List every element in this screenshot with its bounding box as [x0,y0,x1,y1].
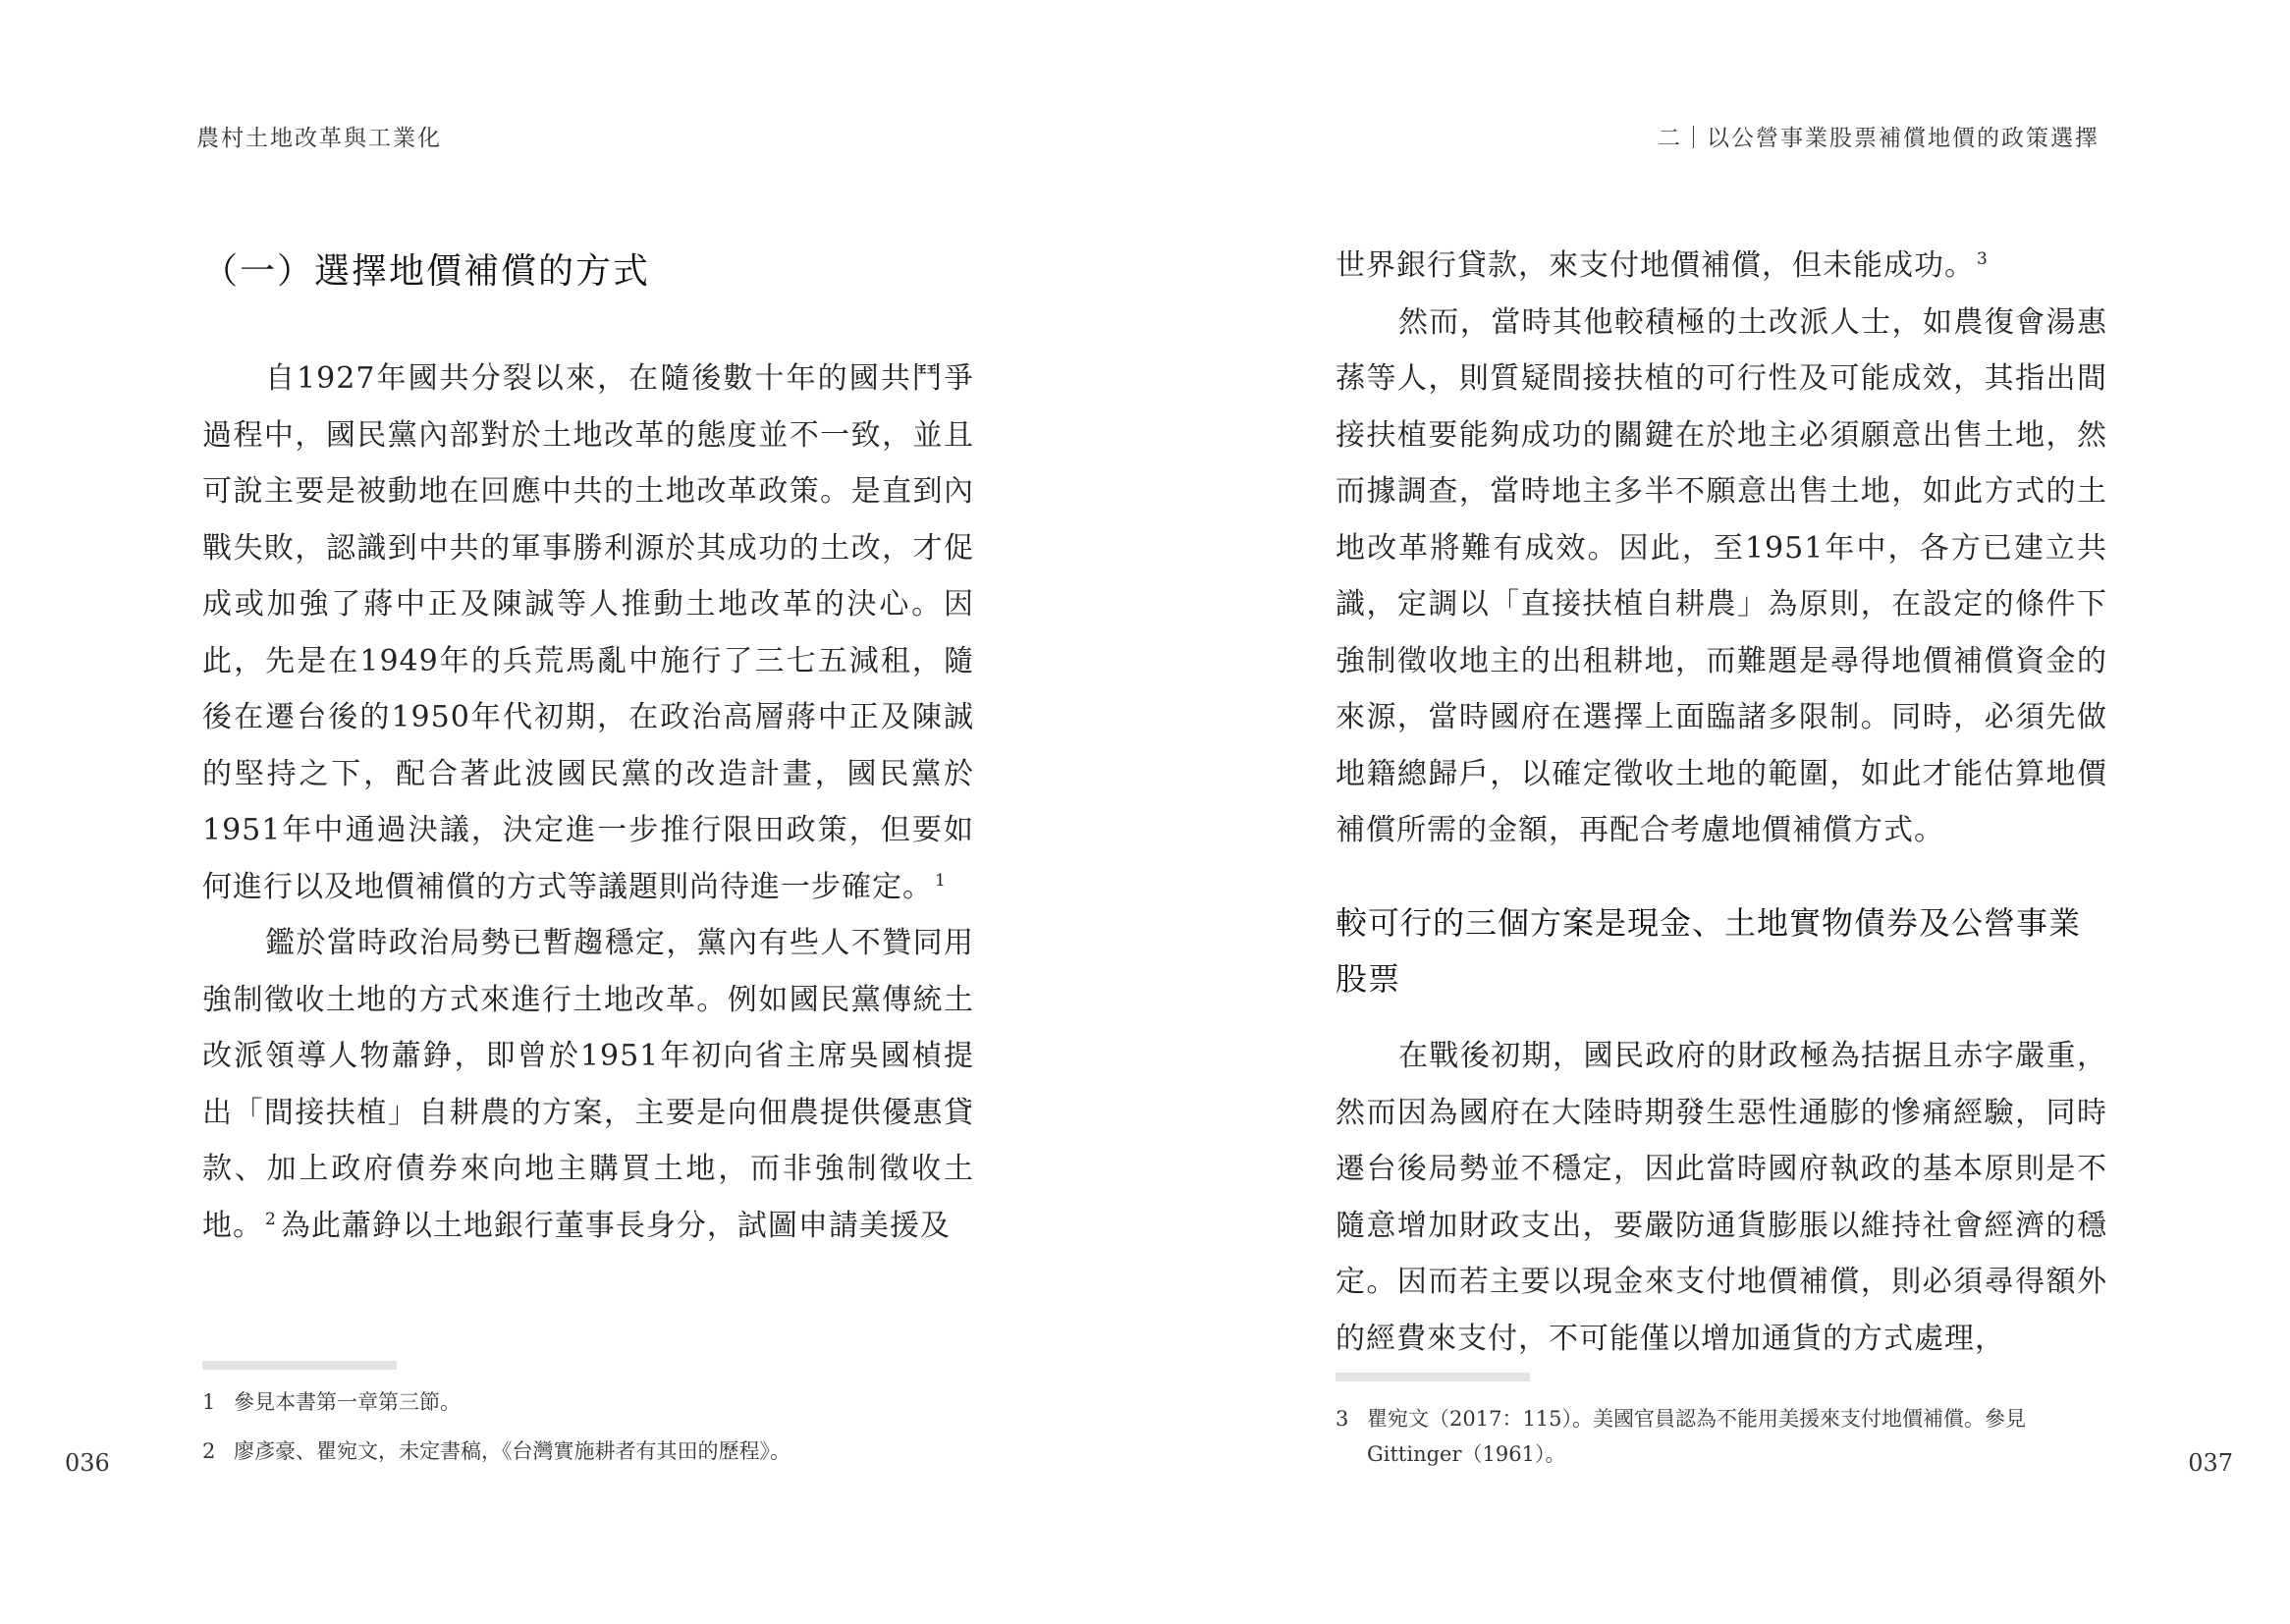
right-footnotes [1336,1401,2107,1486]
paragraph: 在戰後初期，國民政府的財政極為拮据且赤字嚴重，然而因為國府在大陸時期發生惡性通膨的慘痛經驗，同時遷台後局勢並不穩定，因此當時國府執政的基本原則是不隨意增加財政支出，要嚴防通貨膨脹以維持社會經濟的穩定。因而若主要以現金來支付地價補償，則必須尋得額外的經費來支付，不可能僅以增加通貨的方式處理， [1336,1039,2107,1356]
sub-heading: 較可行的三個方案是現金、土地實物債券及公營事業股票 [1336,904,2082,998]
footnote-divider [1336,1373,1530,1381]
paragraph-text-continued: 為此蕭錚以土地銀行董事長身分，試圖申請美援及 [280,1208,951,1243]
footnote-marker[interactable]: 1 [935,870,947,891]
paragraph-text: 世界銀行貸款，來支付地價補償，但未能成功。 [1336,248,1975,283]
running-head-chapter-title: 二｜以公營事業股票補償地價的政策選擇 [1658,126,2099,151]
section-heading: （一）選擇地價補償的方式 [202,251,651,292]
left-footnotes [202,1384,974,1483]
footnote-text: 參見本書第一章第三節。 [234,1390,461,1414]
footnote-text: 廖彥豪、瞿宛文，未定書稿，《台灣實施耕者有其田的歷程》。 [234,1439,791,1463]
paragraph: 然而，當時其他較積極的土改派人士，如農復會湯惠蓀等人，則質疑間接扶植的可行性及可能成效，其指出間接扶植要能夠成功的關鍵在於地主必須願意出售土地，然而據調查，當時地主多半不願意出售土地，如此方式的土地改革將難有成效。因此，至1951年中，各方已建立共識，定調以「直接扶植自耕農」為原則，在設定的條件下強制徵收地主的出租耕地，而難題是尋得地價補償資金的來源，當時國府在選擇上面臨諸多限制。同時，必須先做地籍總歸戶，以確定徵收土地的範圍，如此才能估算地價補償所需的金額，再配合考慮地價補償方式。 [1336,304,2107,847]
paragraph-text: 自1927年國共分裂以來，在隨後數十年的國共鬥爭過程中，國民黨內部對於土地改革的態度並不一致，並且可說主要是被動地在回應中共的土地改革政策。是直到內戰失敗，認識到中共的軍事勝利源於其成功的土改，才促成或加強了蔣中正及陳誠等人推動土地改革的決心。因此，先是在1949年的兵荒馬亂中施行了三七五減租，隨後在遷台後的1950年代初期，在政治高層蔣中正及陳誠的堅持之下，配合著此波國民黨的改造計畫，國民黨於1951年中通過決議，決定進一步推行限田政策，但要如何進行以及地價補償的方式等議題則尚待進一步確定。 [202,361,974,904]
paragraph-text: 鑑於當時政治局勢已暫趨穩定，黨內有些人不贊同用強制徵收土地的方式來進行土地改革。例如國民黨傳統土改派領導人物蕭錚，即曾於1951年初向省主席吳國楨提出「間接扶植」自耕農的方案，主要是向佃農提供優惠貸款、加上政府債券來向地主購買土地，而非強制徵收土地。 [202,926,974,1243]
footnote-marker[interactable]: 2 [265,1209,277,1229]
right-body-text-top [1336,238,2107,859]
running-head-book-title: 農村土地改革與工業化 [196,126,442,151]
left-body-text [202,351,974,1254]
right-body-text-bottom [1336,1028,2107,1367]
footnote-divider [202,1361,397,1370]
right-page [1145,0,2290,1624]
paragraph-continuation [1336,238,2107,295]
page-number: 036 [65,1449,110,1477]
footnote-text: 瞿宛文（2017：115）。美國官員認為不能用美援來支付地價補償。參見Gittinger（1961）。 [1367,1407,2027,1466]
footnote-item [202,1384,974,1420]
footnote-number: 1 [202,1390,216,1414]
page-number: 037 [2188,1449,2233,1477]
footnote-item [202,1434,974,1469]
paragraph [202,351,974,915]
paragraph [202,915,974,1254]
footnote-item [1336,1401,2107,1472]
footnote-number: 3 [1336,1407,1349,1431]
footnote-marker[interactable]: 3 [1977,249,1989,269]
footnote-number: 2 [202,1439,216,1463]
